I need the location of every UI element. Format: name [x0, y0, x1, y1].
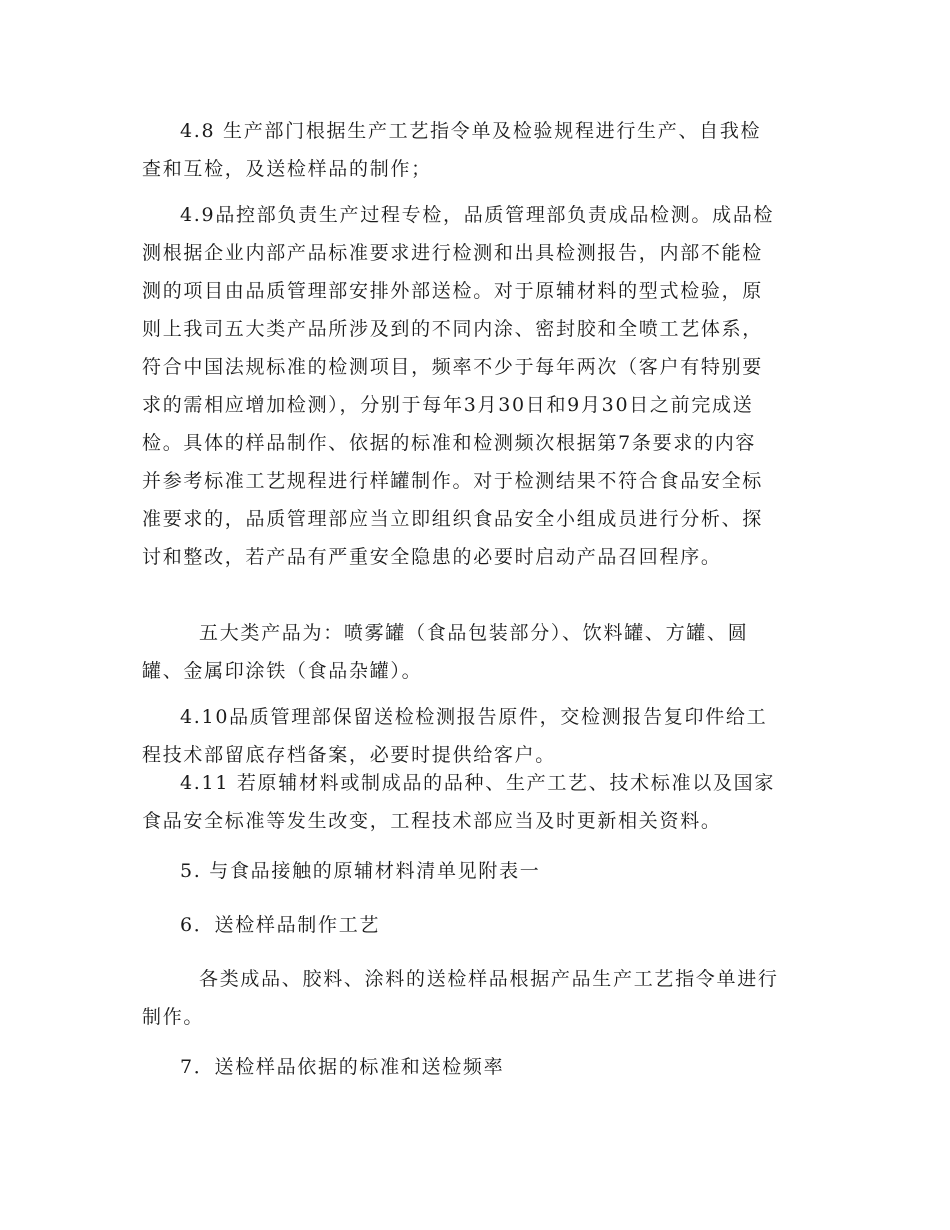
text-line: 准要求的，品质管理部应当立即组织食品安全小组成员进行分析、探	[142, 508, 764, 530]
text-line: 测根据企业内部产品标准要求进行检测和出具检测报告，内部不能检	[142, 242, 764, 264]
paragraph-4-8	[142, 112, 812, 188]
text-line: 罐、金属印涂铁（食品杂罐）。	[142, 660, 423, 682]
text-line: 5. 与食品接触的原辅材料清单见附表一	[180, 860, 541, 882]
heading-6	[142, 906, 812, 944]
text-line: 讨和整改，若产品有严重安全隐患的必要时启动产品召回程序。	[142, 546, 722, 568]
text-line: 7．送检样品依据的标准和送检频率	[180, 1056, 505, 1078]
text-line: 程技术部留底存档备案，必要时提供给客户。	[142, 744, 557, 766]
paragraph-4-9	[142, 196, 812, 576]
paragraph-6-body	[142, 960, 812, 1036]
text-line: 食品安全标准等发生改变，工程技术部应当及时更新相关资料。	[142, 810, 722, 832]
text-line: 4.11 若原辅材料或制成品的品种、生产工艺、技术标准以及国家	[180, 772, 776, 794]
text-line: 各类成品、胶料、涂料的送检样品根据产品生产工艺指令单进行	[199, 968, 779, 990]
text-line: 检。具体的样品制作、依据的标准和检测频次根据第7条要求的内容	[142, 432, 757, 454]
text-line: 符合中国法规标准的检测项目，频率不少于每年两次（客户有特别要	[142, 356, 764, 378]
text-line: 4.8 生产部门根据生产工艺指令单及检验规程进行生产、自我检	[180, 120, 762, 142]
text-line: 并参考标准工艺规程进行样罐制作。对于检测结果不符合食品安全标	[142, 470, 764, 492]
text-line: 4.10品质管理部保留送检检测报告原件，交检测报告复印件给工	[180, 706, 768, 728]
paragraph-five-categories	[142, 614, 812, 690]
text-line: 求的需相应增加检测），分别于每年3月30日和9月30日之前完成送	[142, 394, 754, 416]
text-line: 查和互检，及送检样品的制作；	[142, 158, 432, 180]
text-line: 6．送检样品制作工艺	[180, 914, 381, 936]
heading-5	[142, 852, 812, 890]
text-line: 五大类产品为：喷雾罐（食品包装部分）、饮料罐、方罐、圆	[199, 622, 749, 644]
text-line: 制作。	[142, 1006, 205, 1028]
paragraph-4-10	[142, 698, 812, 774]
heading-7	[142, 1048, 812, 1086]
text-line: 则上我司五大类产品所涉及到的不同内涂、密封胶和全喷工艺体系，	[142, 318, 764, 340]
text-line: 4.9品控部负责生产过程专检，品质管理部负责成品检测。成品检	[180, 204, 775, 226]
paragraph-4-11	[142, 764, 812, 840]
text-line: 测的项目由品质管理部安排外部送检。对于原辅材料的型式检验，原	[142, 280, 764, 302]
